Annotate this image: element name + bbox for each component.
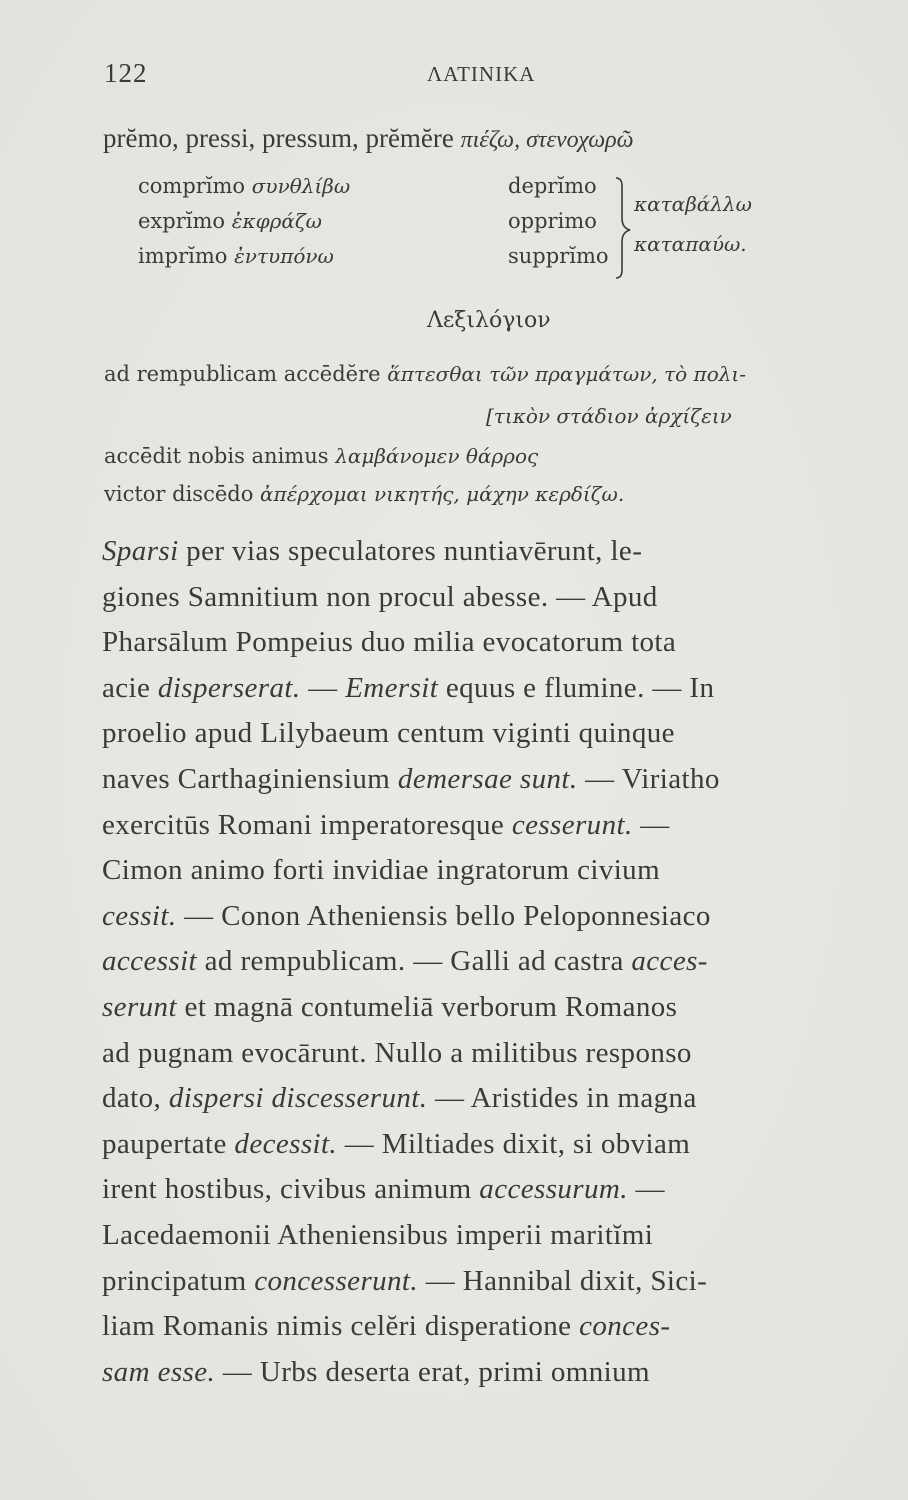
body-text-run: — — [300, 671, 346, 704]
compound-greek: συνθλίβω — [251, 174, 351, 198]
body-text-run: liam Romanis nimis celĕri disperatione — [102, 1310, 580, 1343]
phrase-greek: λαμβάνομεν θάρρος — [335, 444, 539, 468]
body-line — [102, 1265, 707, 1298]
compound-entry — [138, 209, 322, 233]
body-text-run: — Urbs deserta erat, primi omnium — [215, 1355, 650, 1388]
italic-term: disperserat. — [157, 671, 301, 704]
bracket-greek-second: καταπαύω. — [634, 232, 747, 256]
body-text-run: — Hannibal dixit, Sici- — [418, 1264, 708, 1297]
compound-greek: ἐκφράζω — [231, 209, 322, 233]
italic-term: Sparsi — [102, 535, 179, 567]
body-text-run: naves Carthaginiensium — [102, 763, 398, 795]
body-line — [102, 626, 676, 659]
body-line — [102, 1310, 670, 1343]
italic-term: accessit — [102, 945, 198, 978]
italic-term: demersae sunt. — [397, 763, 578, 795]
phrase-greek: ἅπτεσθαι τῶν πραγμάτων, τὸ πολι- — [387, 362, 747, 386]
compound-entry — [138, 174, 350, 198]
compound-latin: comprĭmo — [138, 174, 246, 198]
body-line — [102, 672, 714, 705]
italic-term: concesserunt. — [254, 1264, 419, 1297]
body-text-run: Cimon animo forti invidiae ingratorum civium — [102, 854, 661, 887]
body-text-run: ad pugnam evocārunt. Nullo a militibus responso — [102, 1036, 692, 1069]
italic-term: Emersit — [345, 671, 439, 704]
body-text-run: per vias speculatores nuntiavērunt, le- — [178, 535, 643, 567]
lexilogion-heading: Λεξιλόγιον — [427, 308, 551, 333]
bracket-greek-first: καταβάλλω — [634, 192, 752, 216]
phrase-latin: ad rempublicam accēdĕre — [104, 362, 381, 386]
body-line — [102, 991, 677, 1024]
body-line — [102, 1356, 650, 1389]
body-line — [102, 1082, 697, 1115]
body-line — [102, 717, 675, 750]
page-number: 122 — [104, 58, 148, 88]
body-text-run: dato, — [102, 1082, 169, 1115]
body-text-run: principatum — [102, 1264, 255, 1297]
body-line — [102, 581, 658, 614]
compound-latin: deprĭmo — [508, 174, 597, 198]
compound-latin: imprĭmo — [138, 244, 228, 268]
body-line — [102, 1173, 665, 1206]
phrase-line — [104, 444, 538, 468]
compound-latin: opprimo — [508, 209, 597, 233]
italic-term: serunt — [102, 991, 177, 1023]
compound-entry — [508, 244, 609, 268]
italic-term: sam esse. — [102, 1355, 216, 1388]
body-line — [102, 1128, 690, 1161]
italic-term: conces- — [579, 1310, 671, 1343]
curly-brace-icon — [610, 176, 634, 280]
body-text-run: — Miltiades dixit, si obviam — [337, 1127, 691, 1160]
body-line — [102, 535, 642, 568]
body-text-run: et magnā contumeliā verborum Romanos — [176, 991, 678, 1023]
phrase-greek: [τικὸν στάδιον ἀρχίζειν — [486, 404, 732, 428]
headword-greek: πιέζω, στενοχωρῶ — [460, 127, 634, 153]
phrase-line — [104, 482, 624, 506]
body-text-run: giones Samnitium non procul abesse. — Apud — [102, 580, 658, 613]
body-line — [102, 1219, 653, 1252]
body-text-run: proelio apud Lilybaeum centum viginti quinque — [102, 717, 675, 750]
body-text-run: acie — [102, 671, 158, 704]
body-text-run: — Aristides in magna — [427, 1082, 697, 1115]
phrase-greek: ἀπέρχομαι νικητής, μάχην κερδίζω. — [260, 482, 625, 506]
body-text-run: ad rempublicam. — Galli ad castra — [197, 945, 632, 978]
body-line — [102, 763, 720, 796]
body-text-run: paupertate — [102, 1127, 235, 1160]
body-line — [102, 945, 708, 978]
body-text-run: equus e flumine. — In — [438, 671, 715, 704]
headword-line — [103, 123, 634, 154]
compound-entry — [508, 174, 597, 198]
phrase-continuation — [486, 404, 732, 428]
body-text-run: Lacedaemonii Atheniensibus imperii maritĭmi — [102, 1219, 654, 1251]
body-line — [102, 809, 670, 842]
body-text-run: Pharsālum Pompeius duo milia evocatorum tota — [102, 626, 677, 659]
headword-latin: prĕmo, pressi, pressum, prĕmĕre — [103, 123, 454, 153]
body-line — [102, 900, 711, 933]
compound-entry — [138, 244, 334, 268]
running-head: ΛΑΤΙΝΙΚΑ — [427, 62, 536, 86]
body-line — [102, 1037, 692, 1070]
italic-term: dispersi discesserunt. — [168, 1082, 428, 1115]
compound-entry — [508, 209, 597, 233]
phrase-line — [104, 362, 746, 386]
italic-term: acces- — [631, 945, 708, 978]
body-text-run: — — [632, 808, 670, 841]
compound-greek: ἐντυπόνω — [234, 244, 334, 268]
compound-latin: exprĭmo — [138, 209, 226, 233]
body-line — [102, 854, 660, 887]
italic-term: cesserunt. — [511, 808, 633, 841]
body-text-run: — Conon Atheniensis bello Peloponnesiaco — [176, 899, 711, 932]
body-text-run: — — [627, 1173, 665, 1206]
italic-term: cessit. — [102, 899, 177, 932]
body-text-run: — Viriatho — [577, 763, 720, 795]
phrase-latin: accēdit nobis animus — [104, 444, 329, 468]
phrase-latin: victor discēdo — [104, 482, 254, 506]
body-text-run: exercitūs Romani imperatoresque — [102, 808, 512, 841]
compound-latin: supprĭmo — [508, 244, 609, 268]
italic-term: accessurum. — [479, 1173, 628, 1206]
body-text-run: irent hostibus, civibus animum — [102, 1173, 480, 1206]
italic-term: decessit. — [234, 1127, 338, 1160]
